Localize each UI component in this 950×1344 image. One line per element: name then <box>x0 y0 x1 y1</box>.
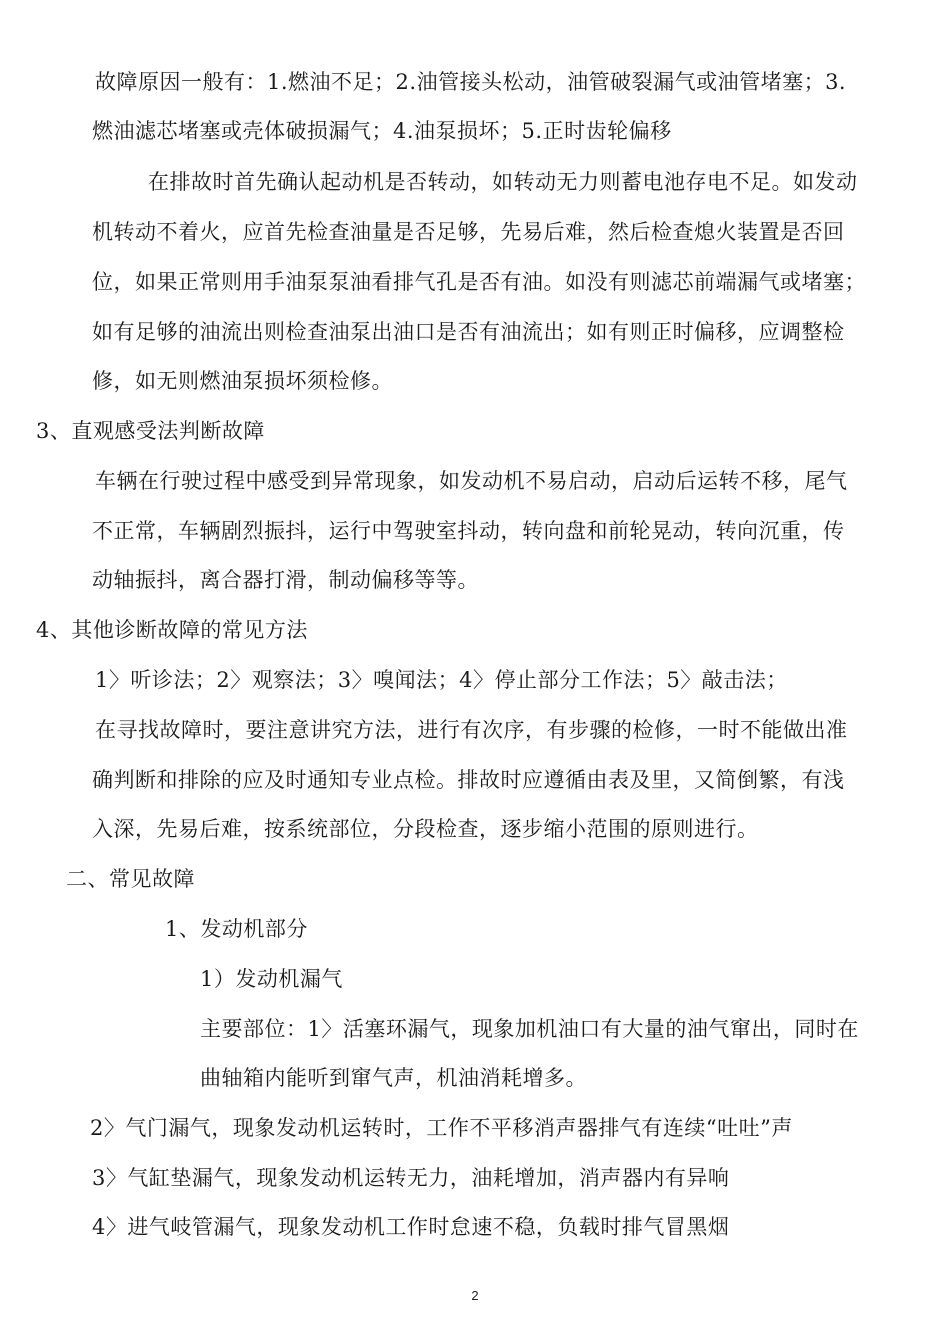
text-line: 修，如无则燃油泵损坏须检修。 <box>92 369 393 393</box>
section-heading: 4、其他诊断故障的常见方法 <box>36 618 308 642</box>
text-line: 在排故时首先确认起动机是否转动，如转动无力则蓄电池存电不足。如发动 <box>148 170 858 194</box>
text-line: 入深，先易后难，按系统部位，分段检查，逐步缩小范围的原则进行。 <box>92 817 759 841</box>
subsection-heading: 1）发动机漏气 <box>200 967 343 991</box>
text-line: 曲轴箱内能听到窜气声，机油消耗增多。 <box>200 1066 587 1090</box>
text-line: 1〉听诊法；2〉观察法；3〉嗅闻法；4〉停止部分工作法；5〉敲击法； <box>95 668 788 692</box>
text-line: 主要部位：1〉活塞环漏气，现象加机油口有大量的油气窜出，同时在 <box>200 1017 859 1041</box>
text-line: 车辆在行驶过程中感受到异常现象，如发动机不易启动，启动后运转不移，尾气 <box>95 469 848 493</box>
text-line: 3〉气缸垫漏气，现象发动机运转无力，油耗增加，消声器内有异响 <box>92 1166 730 1190</box>
text-line: 2〉气门漏气，现象发动机运转时，工作不平移消声器排气有连续“吐吐”声 <box>90 1116 793 1140</box>
text-line: 机转动不着火，应首先检查油量是否足够，先易后难，然后检查熄火装置是否回 <box>92 220 845 244</box>
page-number: 2 <box>471 1288 479 1303</box>
text-line: 燃油滤芯堵塞或壳体破损漏气；4.油泵损坏；5.正时齿轮偏移 <box>92 119 672 143</box>
text-line: 确判断和排除的应及时通知专业点检。排故时应遵循由表及里，又简倒繁，有浅 <box>92 768 845 792</box>
text-line: 故障原因一般有：1.燃油不足；2.油管接头松动，油管破裂漏气或油管堵塞；3. <box>95 70 847 94</box>
text-line: 不正常，车辆剧烈振抖，运行中驾驶室抖动，转向盘和前轮晃动，转向沉重，传 <box>92 519 845 543</box>
text-line: 如有足够的油流出则检查油泵出油口是否有油流出；如有则正时偏移，应调整检 <box>92 320 845 344</box>
text-line: 4〉进气岐管漏气，现象发动机工作时怠速不稳，负载时排气冒黑烟 <box>92 1215 730 1239</box>
subsection-heading: 1、发动机部分 <box>165 917 308 941</box>
text-line: 动轴振抖，离合器打滑，制动偏移等等。 <box>92 568 479 592</box>
text-line: 在寻找故障时，要注意讲究方法，进行有次序，有步骤的检修，一时不能做出准 <box>95 718 848 742</box>
section-heading: 3、直观感受法判断故障 <box>36 419 265 443</box>
section-heading: 二、常见故障 <box>66 867 195 891</box>
text-line: 位，如果正常则用手油泵泵油看排气孔是否有油。如没有则滤芯前端漏气或堵塞； <box>92 270 866 294</box>
